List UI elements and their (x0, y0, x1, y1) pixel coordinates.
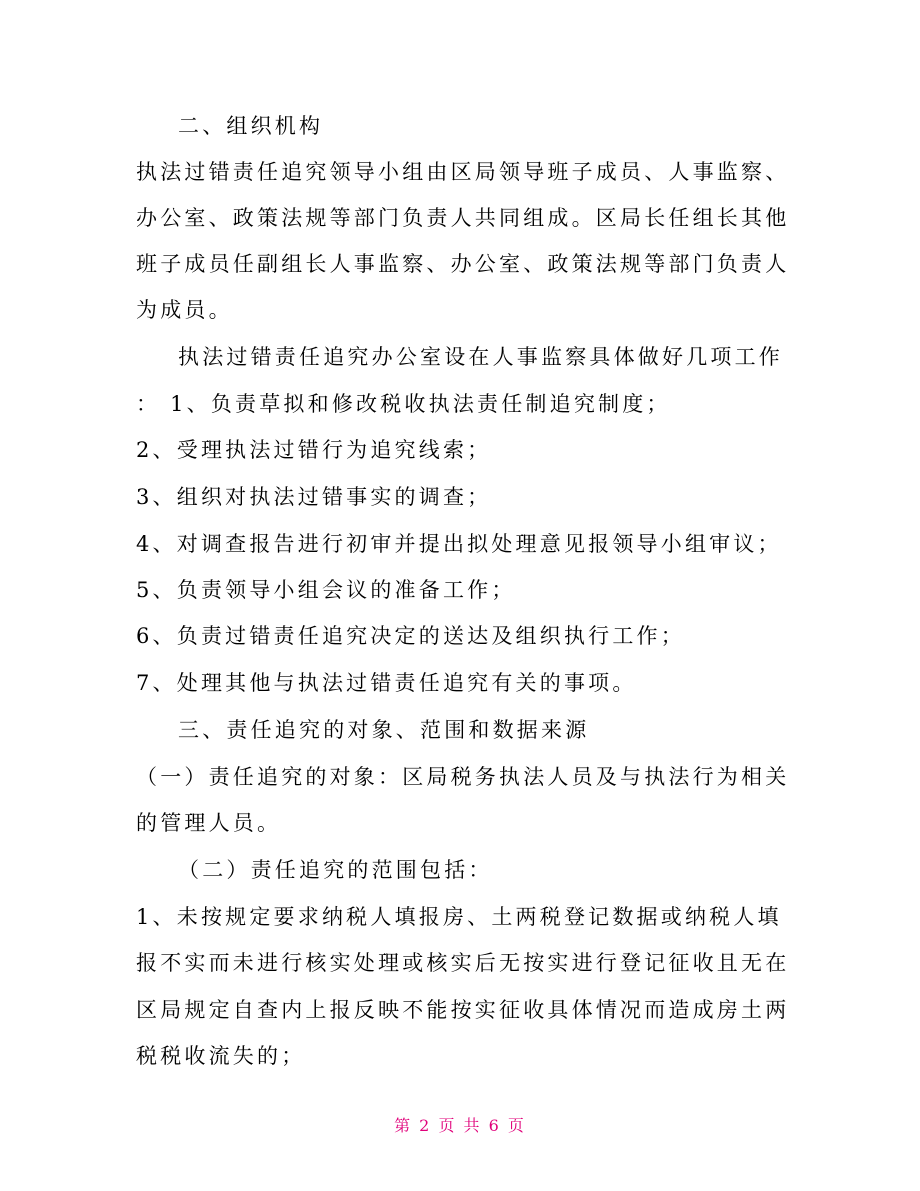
paragraph-line: 区局规定自查内上报反映不能按实征收具体情况而造成房土两 (136, 998, 790, 1022)
subsection-heading: （二）责任追究的范围包括： (178, 858, 493, 882)
paragraph-line: 办公室、政策法规等部门负责人共同组成。区局长任组长其他 (136, 206, 790, 230)
list-item: 1、未按规定要求纳税人填报房、土两税登记数据或纳税人填 (136, 905, 782, 929)
page-number-footer: 第 2 页 共 6 页 (394, 1116, 526, 1135)
section-heading-organization: 二、组织机构 (178, 114, 324, 138)
section-heading-scope: 三、责任追究的对象、范围和数据来源 (178, 718, 590, 742)
paragraph-line: 报不实而未进行核实处理或核实后无按实进行登记征收且无在 (136, 951, 790, 975)
paragraph-line: 税税收流失的； (136, 1044, 306, 1068)
list-item: 2、受理执法过错行为追究线索； (136, 438, 492, 462)
list-item: 5、负责领导小组会议的准备工作； (136, 578, 516, 602)
list-item: ： 1、负责草拟和修改税收执法责任制追究制度； (136, 392, 671, 416)
paragraph-line: （一）责任追究的对象：区局税务执法人员及与执法行为相关 (136, 765, 790, 789)
list-item: 3、组织对执法过错事实的调查； (136, 485, 492, 509)
list-item: 4、对调查报告进行初审并提出拟处理意见报领导小组审议； (136, 532, 782, 556)
list-item: 6、负责过错责任追究决定的送达及组织执行工作； (136, 624, 685, 648)
paragraph-line: 执法过错责任追究领导小组由区局领导班子成员、人事监察、 (136, 160, 790, 184)
paragraph-line: 为成员。 (136, 298, 233, 322)
paragraph-line: 班子成员任副组长人事监察、办公室、政策法规等部门负责人 (136, 252, 790, 276)
paragraph-line: 执法过错责任追究办公室设在人事监察具体做好几项工作 (178, 345, 783, 369)
paragraph-line: 的管理人员。 (136, 811, 282, 835)
list-item: 7、处理其他与执法过错责任追究有关的事项。 (136, 671, 637, 695)
